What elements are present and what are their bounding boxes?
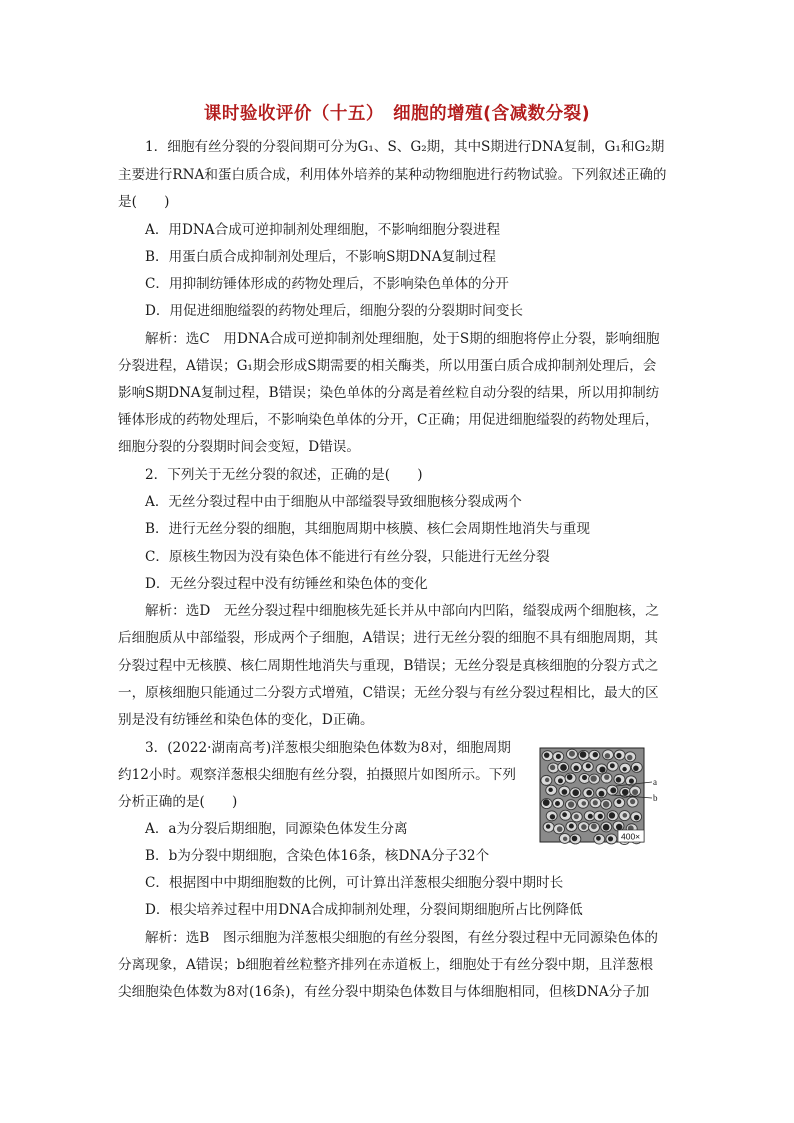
cell-nucleus <box>544 752 549 757</box>
cell-nucleus <box>582 775 587 780</box>
cell-nucleus <box>632 789 638 795</box>
q3-analysis-line-3: 尖细胞染色体数为8对(16条)，有丝分裂中期染色体数目与体细胞相同，但核DNA分子加 <box>118 984 650 1000</box>
q3-stem-line-1: 3．(2022·湖南高考)洋葱根尖细胞染色体数为8对，细胞周期 <box>145 740 511 756</box>
cell-nucleus <box>550 814 555 819</box>
cell-nucleus <box>580 751 587 758</box>
q2-option-d: D．无丝分裂过程中没有纺锤丝和染色体的变化 <box>145 576 428 592</box>
cell-nucleus <box>591 776 597 782</box>
cell-nucleus <box>546 824 551 829</box>
cell-nucleus <box>562 789 568 795</box>
cell-nucleus <box>622 813 627 818</box>
q1-analysis-line-3: 影响S期DNA复制过程，B错误；染色单体的分离是着丝粒自动分裂的结果，所以用抑制纺 <box>118 385 660 401</box>
cell-nucleus <box>573 765 578 770</box>
cell-nucleus <box>581 824 587 830</box>
q2-analysis-line-3: 分裂过程中无核膜、核仁周期性地消失与重现，B错误；无丝分裂是真核细胞的分裂方式之 <box>118 658 659 674</box>
cell-nucleus <box>568 801 574 807</box>
q3-stem-line-2: 约12小时。观察洋葱根尖细胞有丝分裂，拍摄照片如图所示。下列 <box>118 767 516 783</box>
cell-nucleus <box>563 837 567 841</box>
label-a: a <box>653 777 657 787</box>
q1-option-d: D．用促进细胞缢裂的药物处理后，细胞分裂的分裂期时间变长 <box>145 303 523 319</box>
cell-nucleus <box>555 801 560 806</box>
q1-stem-line-3: 是( ) <box>118 194 170 210</box>
cell-nucleus <box>629 779 634 784</box>
q2-stem-line-1: 2．下列关于无丝分裂的叙述，正确的是( ) <box>145 467 423 483</box>
cell-nucleus <box>609 812 615 818</box>
cell-nucleus <box>569 824 574 829</box>
cell-nucleus <box>572 789 579 796</box>
cell-nucleus <box>591 824 597 830</box>
cell-nucleus <box>604 774 609 779</box>
q2-analysis-line-1: 解析：选D 无丝分裂过程中细胞核先延长并从中部向内凹陷，缢裂成两个细胞核，之 <box>145 603 659 619</box>
cell-nucleus <box>630 799 635 804</box>
cell-nucleus <box>569 751 575 757</box>
cell-nucleus <box>572 836 578 842</box>
cell-nucleus <box>557 826 563 832</box>
label-b: b <box>653 793 658 803</box>
cell-nucleus <box>627 755 633 761</box>
cell-nucleus <box>622 789 629 796</box>
cell-nucleus <box>596 836 601 841</box>
cell-nucleus <box>610 787 616 793</box>
cell-nucleus <box>588 814 593 819</box>
cell-nucleus <box>562 812 567 817</box>
cell-nucleus <box>616 777 621 782</box>
cell-nucleus <box>574 814 579 819</box>
q1-option-c: C．用抑制纺锤体形成的药物处理后，不影响染色单体的分开 <box>145 276 509 292</box>
cell-nucleus <box>605 753 610 758</box>
q2-option-b: B．进行无丝分裂的细胞，其细胞周期中核膜、核仁会周期性地消失与重现 <box>145 521 590 537</box>
cell-nucleus <box>550 765 555 770</box>
cell-nucleus <box>598 791 604 797</box>
cell-nucleus <box>543 799 550 806</box>
cell-nucleus <box>560 764 567 771</box>
q3-analysis-line-2: 分离现象，A错误；b细胞着丝粒整齐排列在赤道板上，细胞处于有丝分裂中期，且洋葱根 <box>118 957 654 973</box>
cell-nucleus <box>616 824 622 830</box>
q1-stem-line-1: 1．细胞有丝分裂的分裂间期可分为G₁、S、G₂期，其中S期进行DNA复制，G₁和G₂期 <box>145 139 665 155</box>
q2-analysis-line-2: 后细胞质从中部缢裂，形成两个子细胞，A错误；进行无丝分裂的细胞不具有细胞周期，其 <box>118 630 658 646</box>
q2-analysis-line-4: 一，原核细胞只能通过二分裂方式增殖，C错误；无丝分裂与有丝分裂过程相比，最大的区 <box>118 685 659 701</box>
cell-nucleus <box>633 766 638 771</box>
cell-nucleus <box>545 778 549 782</box>
q1-analysis-line-1: 解析：选C 用DNA合成可逆抑制剂处理细胞，处于S期的细胞将停止分裂，影响细胞 <box>145 331 660 347</box>
cell-nucleus <box>610 763 615 768</box>
q3-option-b: B．b为分裂中期细胞，含染色体16条，核DNA分子32个 <box>145 848 490 864</box>
q1-analysis-line-5: 细胞分裂的分裂期时间会变短，D错误。 <box>118 439 360 455</box>
cell-nucleus <box>617 799 622 804</box>
q2-option-a: A．无丝分裂过程中由于细胞从中部缢裂导致细胞核分裂成两个 <box>145 494 522 510</box>
cell-nucleus <box>548 788 552 792</box>
cell-nucleus <box>603 801 610 808</box>
q1-analysis-line-2: 分裂进程，A错误；G₁期会形成S期需要的相关酶类，所以用蛋白质合成抑制剂处理后，会 <box>118 358 657 374</box>
cell-nucleus <box>622 767 626 771</box>
q2-analysis-line-5: 别是没有纺锤丝和染色体的变化，D正确。 <box>118 712 374 728</box>
cell-nucleus <box>634 815 639 820</box>
q2-option-c: C．原核生物因为没有染色体不能进行有丝分裂，只能进行无丝分裂 <box>145 549 550 565</box>
cell-nucleus <box>616 753 621 758</box>
cell-nucleus <box>558 778 563 783</box>
cell-nucleus <box>603 824 610 831</box>
q1-analysis-line-4: 锤体形成的药物处理后，不影响染色单体的分开，C正确；用促进细胞缢裂的药物处理后， <box>118 412 659 428</box>
cell-nucleus <box>582 801 587 806</box>
q3-option-a: A．a为分裂后期细胞，同源染色体发生分离 <box>145 821 408 837</box>
cell-nucleus <box>608 836 613 841</box>
magnification-label: 400× <box>621 831 641 842</box>
cell-nucleus <box>593 800 598 805</box>
onion-root-tip-micrograph <box>540 748 660 842</box>
cell-nucleus <box>567 774 573 780</box>
cell-nucleus <box>586 763 591 768</box>
q1-stem-line-2: 主要进行RNA和蛋白质合成，利用体外培养的某种动物细胞进行药物试验。下列叙述正确的 <box>118 167 667 183</box>
q3-analysis-line-1: 解析：选B 图示细胞为洋葱根尖细胞的有丝分裂图，有丝分裂过程中无同源染色体的 <box>145 930 658 946</box>
cell-nucleus <box>556 754 561 759</box>
q3-option-c: C．根据图中中期细胞数的比例，可计算出洋葱根尖细胞分裂中期时长 <box>145 875 564 891</box>
q3-stem-line-3: 分析正确的是( ) <box>118 794 238 810</box>
cell-nucleus <box>599 767 605 773</box>
q1-option-b: B．用蛋白质合成抑制剂处理后，不影响S期DNA复制过程 <box>145 249 496 265</box>
q3-option-d: D．根尖培养过程中用DNA合成抑制剂处理，分裂间期细胞所占比例降低 <box>145 902 583 918</box>
cell-nucleus <box>593 752 598 757</box>
q1-option-a: A．用DNA合成可逆抑制剂处理细胞，不影响细胞分裂进程 <box>145 222 501 238</box>
page-title: 课时验收评价（十五） 细胞的增殖(含减数分裂) <box>203 104 591 124</box>
cell-nucleus <box>598 814 603 819</box>
cell-nucleus <box>586 790 592 796</box>
